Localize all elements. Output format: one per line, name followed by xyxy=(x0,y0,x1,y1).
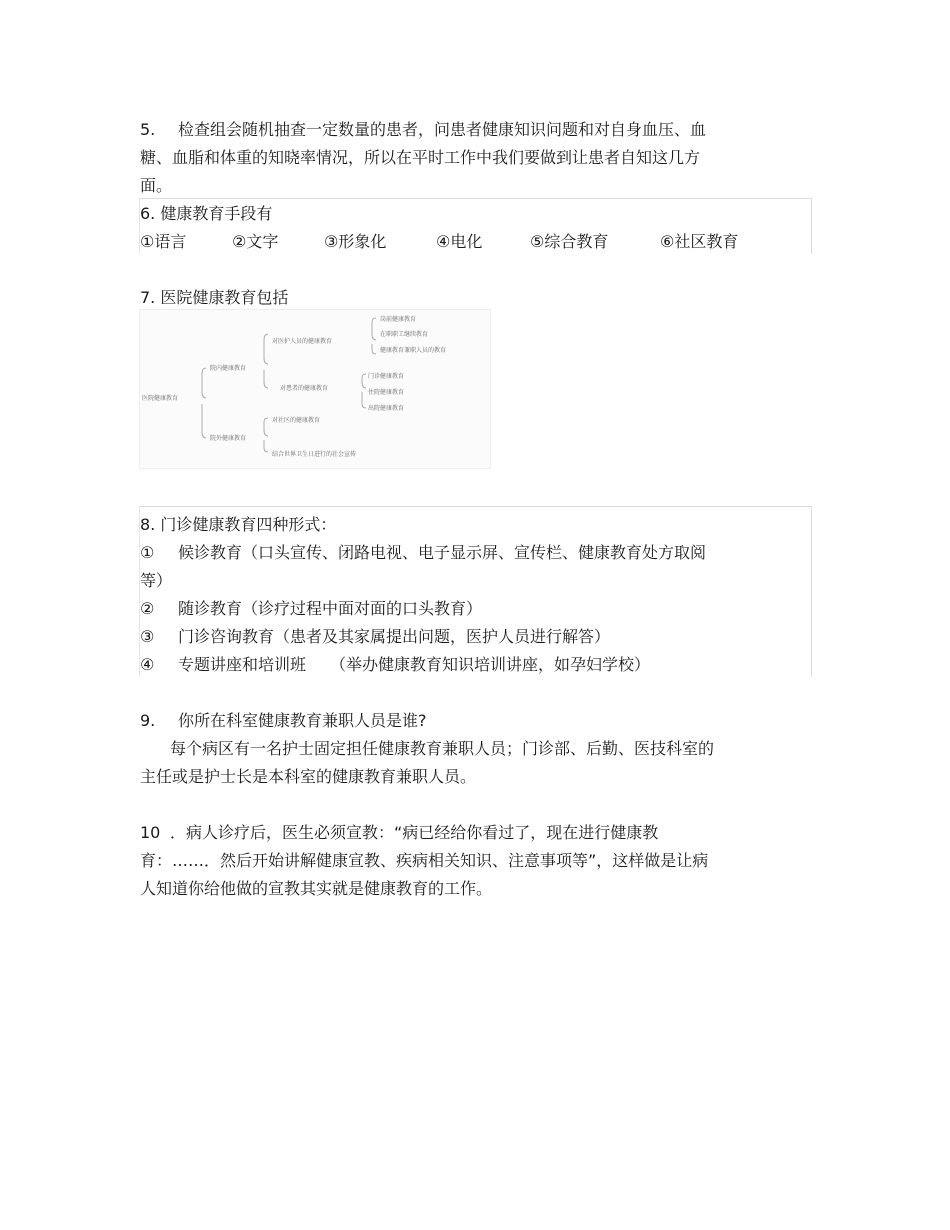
item8-form-2-mark: ② xyxy=(140,599,155,618)
item8-form-3-text: 门诊咨询教育（患者及其家属提出问题，医护人员进行解答） xyxy=(178,627,611,646)
item9-answer-line1: 每个病区有一名护士固定担任健康教育兼职人员；门诊部、后勤、医技科室的 xyxy=(170,739,715,758)
item8-form-1 xyxy=(140,543,706,563)
item7-title: 7. 医院健康教育包括 xyxy=(140,288,289,307)
diagram-staff-child-1: 岗前健康教育 xyxy=(380,316,417,323)
item8-form-4-text: 专题讲座和培训班 （举办健康教育知识培训讲座，如孕妇学校） xyxy=(178,655,651,674)
hospital-health-education-diagram xyxy=(139,309,491,469)
diagram-outer-child-1: 对社区的健康教育 xyxy=(272,417,321,424)
item9-answer-line2: 主任或是护士长是本科室的健康教育兼职人员。 xyxy=(140,767,477,786)
item10-line2: 育：……．然后开始讲解健康宣教、疾病相关知识、注意事项等”，这样做是让病 xyxy=(140,851,709,870)
item6-means-6: ⑥社区教育 xyxy=(660,232,739,251)
item8-form-2 xyxy=(140,599,482,619)
item9-question: 你所在科室健康教育兼职人员是谁? xyxy=(178,711,427,730)
item8-form-1-text: 候诊教育（口头宣传、闭路电视、电子显示屏、宣传栏、健康教育处方取阅 xyxy=(178,543,707,562)
item5-line2: 糖、血脂和体重的知晓率情况，所以在平时工作中我们要做到让患者自知这几方 xyxy=(140,148,701,167)
diagram-patients: 对患者的健康教育 xyxy=(280,385,329,392)
diagram-outer: 院外健康教育 xyxy=(210,435,247,442)
item8-form-3-mark: ③ xyxy=(140,627,155,646)
item5-line1 xyxy=(140,120,706,140)
item6-means-3: ③形象化 xyxy=(324,232,387,251)
diagram-patient-child-3: 出院健康教育 xyxy=(368,405,405,412)
item6-means-1: ①语言 xyxy=(140,232,187,251)
diagram-staff-child-3: 健康教育兼职人员的教育 xyxy=(380,347,447,354)
diagram-patient-child-2: 住院健康教育 xyxy=(368,389,405,396)
item8-form-1-cont: 等） xyxy=(140,571,173,590)
item10-text-1: ．病人诊疗后，医生必须宣教：“病已经给你看过了，现在进行健康教 xyxy=(170,823,659,842)
item6-means-5: ⑤综合教育 xyxy=(530,232,609,251)
item8-form-2-text: 随诊教育（诊疗过程中面对面的口头教育） xyxy=(178,599,483,618)
diagram-outer-child-2: 结合世界卫生日进行的社会宣传 xyxy=(272,451,357,458)
item6-title: 6. 健康教育手段有 xyxy=(140,204,273,223)
item8-form-3 xyxy=(140,627,610,647)
item5-line3: 面。 xyxy=(140,176,173,195)
item8-form-1-mark: ① xyxy=(140,543,155,562)
item10-line1 xyxy=(140,823,658,843)
item8-title: 8. 门诊健康教育四种形式： xyxy=(140,515,337,534)
diagram-staff-child-2: 在职职工继续教育 xyxy=(380,331,429,338)
diagram-staff: 对医护人员的健康教育 xyxy=(272,338,333,345)
diagram-patient-child-1: 门诊健康教育 xyxy=(368,373,405,380)
item5-text-1: 检查组会随机抽查一定数量的患者，问患者健康知识问题和对自身血压、血 xyxy=(178,120,707,139)
item9-number: 9. xyxy=(140,711,156,730)
diagram-inner: 院内健康教育 xyxy=(210,365,247,372)
item9-question-line xyxy=(140,711,427,731)
diagram-root: 医院健康教育 xyxy=(142,395,179,402)
item6-means-4: ④电化 xyxy=(436,232,483,251)
item10-number: 10 xyxy=(140,823,161,842)
item10-line3: 人知道你给他做的宣教其实就是健康教育的工作。 xyxy=(140,879,493,898)
item8-form-4 xyxy=(140,655,650,675)
item5-number: 5. xyxy=(140,120,156,139)
item8-form-4-mark: ④ xyxy=(140,655,155,674)
item6-means-2: ②文字 xyxy=(232,232,279,251)
